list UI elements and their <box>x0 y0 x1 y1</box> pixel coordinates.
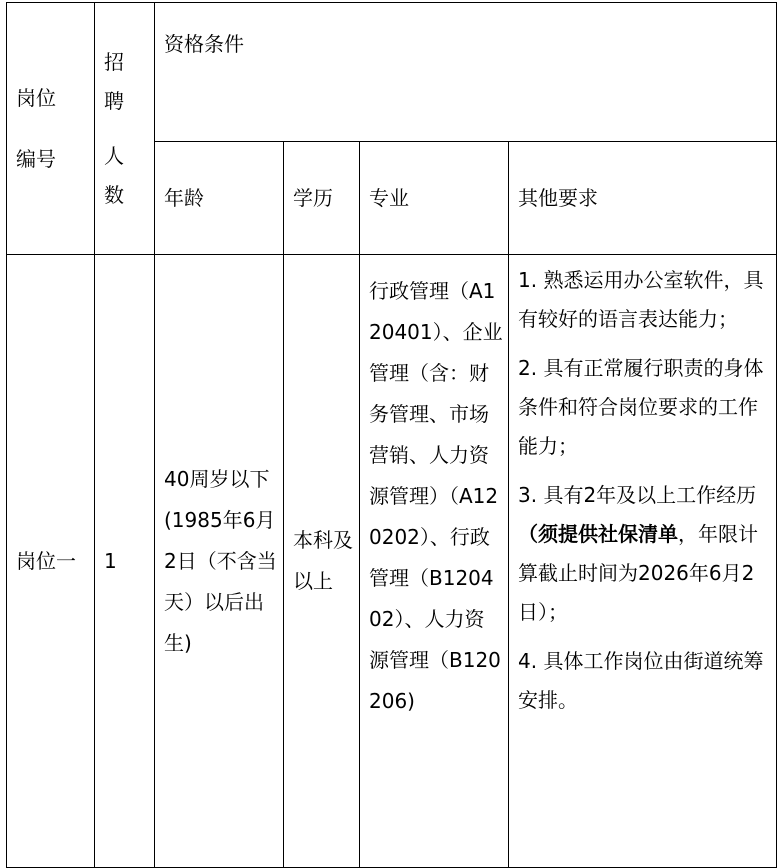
header-count-char2: 聘 <box>104 88 124 113</box>
job-requirements-table <box>6 2 777 868</box>
major-text: 行政管理（A120401）、企业管理（含：财务管理、市场营销、人力资源管理）（A120202）、行政管理（B120402）、人力资源管理（B120206) <box>369 279 503 713</box>
table-row <box>7 255 777 868</box>
header-count-char3: 人 <box>104 143 124 168</box>
requirement-1: 1. 熟悉运用办公室软件，具有较好的语言表达能力； <box>518 268 764 331</box>
age-text: 40周岁以下(1985年6月2日（不含当天）以后出生) <box>164 466 277 655</box>
header-education: 学历 <box>284 142 360 255</box>
header-post-id-line1: 岗位 <box>16 85 56 110</box>
header-recruit-count <box>95 3 155 255</box>
count-cell: 1 <box>95 255 155 868</box>
header-post-id-line2: 编号 <box>16 146 56 171</box>
header-major: 专业 <box>360 142 509 255</box>
requirement-3-bold: （须提供社保清单 <box>518 522 678 546</box>
education-cell <box>284 255 360 868</box>
header-post-id <box>7 3 95 255</box>
post-id-cell: 岗位一 <box>7 255 95 868</box>
age-cell <box>155 255 284 868</box>
major-cell <box>360 255 509 868</box>
requirement-4: 4. 具体工作岗位由街道统筹安排。 <box>518 649 764 712</box>
education-text: 本科及以上 <box>293 528 353 593</box>
header-count-char1: 招 <box>104 49 124 74</box>
requirement-3-prefix: 3. 具有2年及以上工作经历 <box>518 483 757 507</box>
job-table-wrapper <box>6 2 777 868</box>
header-qualifications: 资格条件 <box>155 3 777 142</box>
requirement-2: 2. 具有正常履行职责的身体条件和符合岗位要求的工作能力； <box>518 356 764 458</box>
requirement-3-suffix: ，年限计算截止时间为2026年6月2日）； <box>518 522 758 624</box>
other-requirements-cell <box>509 255 777 868</box>
requirement-3 <box>518 476 770 632</box>
header-other-requirements: 其他要求 <box>509 142 777 255</box>
header-age: 年龄 <box>155 142 284 255</box>
header-count-char4: 数 <box>104 182 124 207</box>
